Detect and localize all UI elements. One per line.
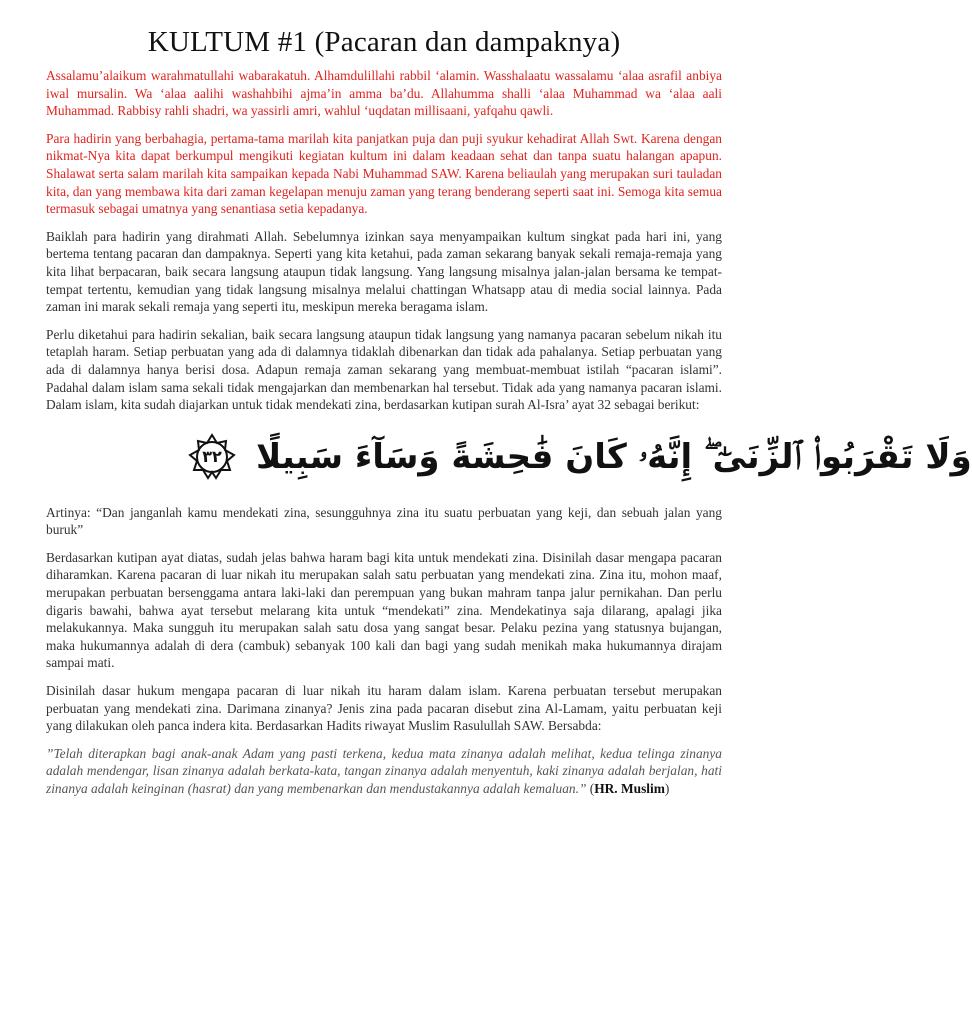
hadith-quote-text: ”Telah diterapkan bagi anak-anak Adam yang pasti terkena, kedua mata zinanya adalah melihat, kedua telinga zinanya adalah mendengar, lisan zinanya adalah berkata-kata, tangan zinanya adalah menyentuh, kaki zinanya adalah berjalan, hati zinanya adalah keinginan (hasrat) dan yang membenarkan dan mendustakannya adalah kemaluan.” bbox=[46, 745, 722, 796]
ruling-paragraph: Perlu diketahui para hadirin sekalian, baik secara langsung ataupun tidak langsung yang namanya pacaran sebelum nikah itu tetaplah haram. Setiap perbuatan yang ada di dalamnya tidaklah dibenarkan dan tidak ada pahalanya. Setiap perbuatan yang ada di dalamnya hanya berisi dosa. Adapun remaja zaman sekarang yang membuat-membuat istilah “pacaran islami”. Padahal dalam islam sama sekali tidak mengajarkan dan membenarkan hal tersebut. Tidak ada yang namanya pacaran islami. Dalam islam, kita sudah diajarkan untuk tidak mendekati zina, berdasarkan kutipan surah Al-Isra’ ayat 32 sebagai berikut: bbox=[46, 326, 722, 413]
hadith-intro-paragraph: Disinilah dasar hukum mengapa pacaran di luar nikah itu haram dalam islam. Karena perbuatan tersebut merupakan perbuatan yang mendekati zina. Darimana zinanya? Jenis zina pada pacaran disebut zina Al-Lamam, yaitu perbuatan keji yang dilakukan oleh panca indera kita. Berdasarkan Hadits riwayat Muslim Rasulullah SAW. Bersabda: bbox=[46, 683, 722, 734]
verse-translation: Artinya: “Dan janganlah kamu mendekati zina, sesungguhnya zina itu suatu perbuatan yang keji, dan sebuah jalan yang buruk” bbox=[46, 504, 722, 538]
ayah-number: ٣٢ bbox=[202, 447, 222, 467]
page-title: KULTUM #1 (Pacaran dan dampaknya) bbox=[147, 26, 621, 58]
opening-greeting: Assalamu’alaikum warahmatullahi wabarakatuh. Alhamdulillahi rabbil ‘alamin. Wasshalaatu wassalamu ‘alaa asrafil anbiya iwal mursalin. Wa ‘alaa aalihi washahbihi ajma’in amma ba’du. Allahumma shalli ‘alaa Muhammad wa ‘alaa aali Muhammad. Rabbisy rahli shadri, wa yassirli amri, wahlul ‘uqdatan millisaani, yafqahu qawli. bbox=[46, 68, 722, 119]
ayah-number-marker bbox=[186, 431, 238, 483]
arabic-verse-text: وَلَا تَقْرَبُوا۟ ٱلزِّنَىٰٓ ۖ إِنَّهُۥ كَانَ فَٰحِشَةً وَسَآءَ سَبِيلًا bbox=[256, 436, 972, 477]
explanation-paragraph: Berdasarkan kutipan ayat diatas, sudah jelas bahwa haram bagi kita untuk mendekati zina. Disinilah dasar mengapa pacaran diharamkan. Karena pacaran di luar nikah itu merupakan salah satu perbuatan yang mendekati zina. Zina itu, mohon maaf, merupakan perbuatan bersenggama antara laki-laki dan perempuan yang bukan mahram tanpa jalur pernikahan. Dan perlu digaris bawahi, bahwa ayat tersebut melarang kita untuk “mendekati” zina. Mendekatinya saja dilarang, apalagi jika melakukannya. Maka sungguh itu merupakan salah satu dosa yang sangat besar. Pelaku pezina yang statusnya bujangan, maka hukumannya adalah di dera (cambuk) sebanyak 100 kali dan bagi yang sudah menikah maka hukumannya dirajam sampai mati. bbox=[46, 549, 722, 671]
opening-praise: Para hadirin yang berbahagia, pertama-tama marilah kita panjatkan puja dan puji syukur kehadirat Allah Swt. Karena dengan nikmat-Nya kita dapat berkumpul mengikuti kegiatan kultum ini dalam keadaan sehat dan tanpa suatu halangan apapun. Shalawat serta salam marilah kita sampaikan kepada Nabi Muhammad SAW. Karena beliaulah yang merupakan suri tauladan kita, dan yang membawa kita dari zaman kegelapan menuju zaman yang terang benderang seperti saat ini. Semoga kita semua termasuk sebagai umatnya yang senantiasa setia kepadanya. bbox=[46, 130, 722, 217]
hadith-source-name: HR. Muslim bbox=[594, 781, 665, 796]
introduction-paragraph: Baiklah para hadirin yang dirahmati Allah. Sebelumnya izinkan saya menyampaikan kultum singkat pada hari ini, yang bertema tentang pacaran dan dampaknya. Seperti yang kita ketahui, pada zaman sekarang banyak sekali remaja-remaja yang kita lihat berpacaran, baik secara langsung ataupun tidak langsung. Yang langsung misalnya jalan-jalan bersama ke tempat-tempat tertentu, kemudian yang tidak langsung misalnya melalui chattingan Whatsapp atau di media social lainnya. Pada zaman ini marak sekali remaja yang seperti itu, meskipun mereka beragama islam. bbox=[46, 228, 722, 315]
quran-verse bbox=[46, 424, 972, 490]
hadith-source bbox=[586, 781, 669, 796]
hadith-source-close: ) bbox=[664, 781, 670, 796]
hadith-source-open: ( bbox=[586, 781, 595, 796]
hadith-quote bbox=[46, 745, 722, 798]
